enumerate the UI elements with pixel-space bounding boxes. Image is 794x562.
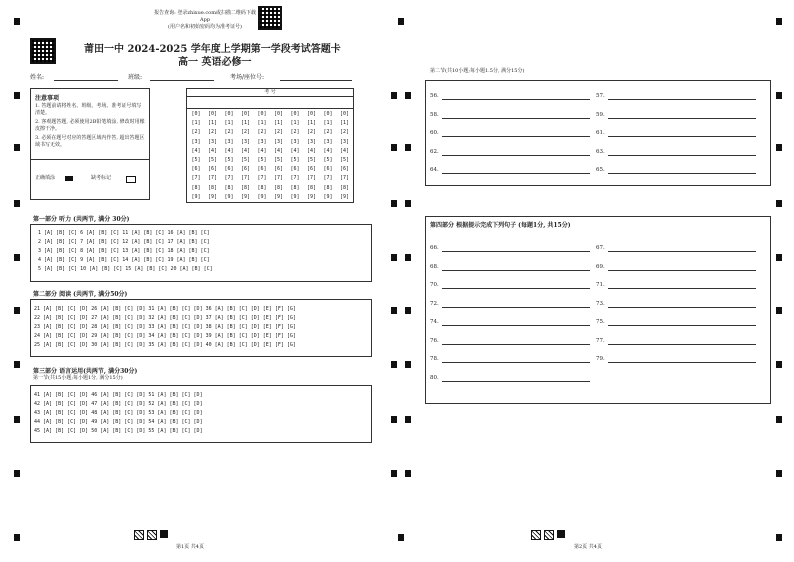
exam-id-digit-bubble[interactable]: [7] [207, 175, 218, 182]
question-number: 72. [430, 300, 439, 307]
exam-id-digit-bubble[interactable]: [3] [273, 138, 284, 145]
exam-id-digit-bubble[interactable]: [1] [224, 120, 234, 127]
question-number: 69. [596, 263, 605, 270]
answer-row[interactable]: 22 [A] [B] [C] [D] 27 [A] [B] [C] [D] 32 [A] [B] [C] [D] 37 [A] [B] [C] [D] [E] [F] [G] [34, 315, 296, 321]
timing-mark [391, 470, 397, 477]
timing-mark [776, 307, 782, 314]
exam-id-digit-bubble[interactable]: [9] [273, 193, 284, 200]
answer-underline[interactable] [608, 155, 756, 156]
timing-mark [391, 254, 397, 261]
exam-id-column[interactable] [305, 110, 319, 202]
answer-underline[interactable] [608, 362, 756, 363]
exam-id-digit-bubble[interactable]: [0] [339, 111, 350, 117]
exam-id-digit-bubble[interactable]: [3] [323, 138, 333, 145]
exam-id-digit-bubble[interactable]: [6] [207, 166, 218, 173]
notice-item: 3. 必须在题号对应的答题区域内作答, 超出答题区域书写无效。 [35, 135, 145, 148]
exam-id-digit-bubble[interactable]: [3] [290, 138, 300, 145]
exam-id-header: 考 号 [187, 89, 353, 97]
exam-id-digit-bubble[interactable]: [4] [224, 147, 234, 154]
timing-mark [776, 361, 782, 368]
exam-id-digit-bubble[interactable]: [5] [207, 157, 218, 164]
corner-mark [14, 534, 20, 541]
timing-mark [405, 200, 411, 207]
exam-id-digit-bubble[interactable]: [3] [191, 138, 201, 145]
timing-mark [405, 144, 411, 151]
exam-id-digit-bubble[interactable]: [8] [257, 184, 267, 191]
exam-id-digit-bubble[interactable]: [9] [323, 193, 333, 200]
exam-id-digit-bubble[interactable]: [4] [240, 147, 251, 154]
exam-id-digit-bubble[interactable]: [9] [191, 193, 201, 200]
question-number: 75. [596, 319, 605, 325]
page-code-mark [557, 530, 565, 538]
timing-mark [391, 361, 397, 368]
page-code-mark [134, 530, 144, 540]
exam-id-digit-bubble[interactable]: [0] [323, 111, 333, 117]
top-note-line2: (用户名和初始密码均为准考证号) [168, 24, 242, 30]
timing-mark [14, 307, 20, 314]
exam-id-digit-bubble[interactable]: [4] [191, 147, 201, 154]
room-seat-label: 考场/座位号: [230, 74, 265, 81]
answer-underline[interactable] [442, 381, 590, 382]
timing-mark [776, 92, 782, 99]
question-number: 68. [430, 263, 439, 270]
page-subtitle: 高一 英语必修一 [178, 57, 252, 68]
exam-id-digit-bubble[interactable]: [3] [339, 138, 350, 145]
answer-row[interactable]: 4 [A] [B] [C] 9 [A] [B] [C] 14 [A] [B] [C] 19 [A] [B] [C] [38, 257, 210, 263]
notice-item: 2. 客观题答题, 必须使用2B铅笔填涂, 修改时用橡皮擦干净。 [35, 119, 145, 132]
question-number: 70. [430, 282, 439, 288]
exam-id-digit-bubble[interactable]: [6] [306, 166, 317, 173]
page-number: 第2页 共4页 [574, 544, 602, 550]
name-field[interactable] [54, 80, 118, 81]
timing-mark [391, 144, 397, 151]
exam-id-digit-bubble[interactable]: [8] [290, 184, 300, 191]
answer-underline[interactable] [442, 325, 590, 326]
exam-id-digit-bubble[interactable]: [0] [306, 111, 317, 117]
exam-id-digit-bubble[interactable]: [2] [323, 129, 333, 136]
timing-mark [391, 92, 397, 99]
exam-id-digit-bubble[interactable]: [0] [224, 111, 234, 117]
answer-row[interactable]: 21 [A] [B] [C] [D] 26 [A] [B] [C] [D] 31 [A] [B] [C] [D] 36 [A] [B] [C] [D] [E] [F] [G] [34, 306, 296, 312]
question-number: 74. [430, 319, 439, 325]
answer-row[interactable]: 5 [A] [B] [C] 10 [A] [B] [C] 15 [A] [B] [C] 20 [A] [B] [C] [38, 266, 213, 272]
exam-id-digit-bubble[interactable]: [8] [323, 184, 333, 191]
exam-id-digit-bubble[interactable]: [2] [240, 129, 251, 136]
exam-id-digit-bubble[interactable]: [1] [191, 120, 201, 127]
notice-title: 注意事项 [35, 95, 60, 102]
question-number: 65. [596, 167, 605, 173]
exam-id-digit-bubble[interactable]: [0] [191, 111, 201, 117]
timing-mark [776, 470, 782, 477]
timing-mark [14, 254, 20, 261]
answer-row[interactable]: 41 [A] [B] [C] [D] 46 [A] [B] [C] [D] 51 [A] [B] [C] [D] [34, 392, 203, 398]
exam-id-digit-bubble[interactable]: [2] [224, 129, 234, 136]
section2-title: 第二节(共10小题;每小题1.5分, 满分15分) [430, 68, 525, 74]
exam-id-digit-bubble[interactable]: [5] [224, 157, 234, 164]
top-note [150, 10, 260, 31]
answer-underline[interactable] [442, 155, 590, 156]
timing-mark [14, 470, 20, 477]
page-code-mark [160, 530, 168, 538]
exam-id-digit-bubble[interactable]: [2] [273, 129, 284, 136]
answer-underline[interactable] [608, 344, 756, 345]
timing-mark [14, 200, 20, 207]
notice-item: 1. 答题前请将姓名、班级、考场、准考证号填写清楚。 [35, 103, 142, 116]
answer-underline[interactable] [608, 325, 756, 326]
answer-underline[interactable] [442, 362, 590, 363]
question-number: 63. [596, 148, 605, 155]
exam-id-digit-bubble[interactable]: [0] [273, 111, 284, 117]
exam-id-digit-bubble[interactable]: [6] [290, 166, 300, 173]
exam-id-digit-bubble[interactable]: [0] [290, 111, 300, 117]
answer-underline[interactable] [442, 136, 590, 137]
timing-mark [405, 92, 411, 99]
question-number: 66. [430, 245, 439, 251]
timing-mark [776, 254, 782, 261]
corner-mark [776, 18, 782, 25]
exam-id-digit-bubble[interactable]: [4] [207, 147, 218, 154]
question-number: 80. [430, 374, 439, 381]
answer-underline[interactable] [608, 136, 756, 137]
answer-underline[interactable] [608, 307, 756, 308]
correct-fill-sample [65, 176, 73, 181]
exam-id-digit-bubble[interactable]: [3] [224, 138, 234, 145]
exam-id-digit-bubble[interactable]: [3] [207, 138, 218, 145]
answer-underline[interactable] [608, 173, 756, 174]
corner-mark [776, 534, 782, 541]
page-code-mark [147, 530, 157, 540]
exam-id-digit-bubble[interactable]: [8] [306, 184, 317, 191]
exam-id-digit-bubble[interactable]: [4] [339, 147, 350, 154]
answer-underline[interactable] [442, 118, 590, 119]
divider [31, 159, 149, 160]
exam-id-digit-bubble[interactable]: [5] [273, 157, 284, 164]
exam-id-digit-bubble[interactable]: [7] [224, 175, 234, 182]
exam-id-digit-bubble[interactable]: [2] [339, 129, 350, 136]
exam-id-digit-bubble[interactable]: [5] [323, 157, 333, 164]
timing-mark [776, 416, 782, 423]
exam-id-digit-bubble[interactable]: [5] [191, 157, 201, 164]
answer-row[interactable]: 43 [A] [B] [C] [D] 48 [A] [B] [C] [D] 53 [A] [B] [C] [D] [34, 410, 203, 416]
exam-id-digit-bubble[interactable]: [7] [290, 175, 300, 182]
exam-id-digit-bubble[interactable]: [7] [323, 175, 333, 182]
question-number: 56. [430, 93, 439, 99]
answer-row[interactable]: 24 [A] [B] [C] [D] 29 [A] [B] [C] [D] 34 [A] [B] [C] [D] 39 [A] [B] [C] [D] [E] [F] [G] [34, 333, 296, 339]
top-note-line1: 报告查询: 登录zhixue.com或扫描二维码下载App [154, 10, 256, 23]
exam-id-column[interactable] [288, 110, 302, 202]
exam-id-digit-bubble[interactable]: [1] [339, 120, 350, 127]
exam-id-digit-bubble[interactable]: [6] [339, 166, 350, 173]
missing-mark-checkbox[interactable] [126, 176, 136, 183]
answer-row[interactable]: 45 [A] [B] [C] [D] 50 [A] [B] [C] [D] 55 [A] [B] [C] [D] [34, 428, 203, 434]
corner-mark [398, 534, 404, 541]
exam-id-digit-bubble[interactable]: [7] [191, 175, 201, 182]
exam-id-digit-bubble[interactable]: [1] [323, 120, 333, 127]
question-number: 67. [596, 245, 605, 251]
exam-id-digit-bubble[interactable]: [9] [306, 193, 317, 200]
answer-underline[interactable] [608, 270, 756, 271]
exam-id-digit-bubble[interactable]: [0] [240, 111, 251, 117]
timing-mark [776, 144, 782, 151]
class-label: 班级: [128, 74, 143, 81]
timing-mark [14, 144, 20, 151]
exam-id-digit-bubble[interactable]: [9] [290, 193, 300, 200]
exam-id-digit-bubble[interactable]: [4] [273, 147, 284, 154]
exam-id-digit-bubble[interactable]: [1] [273, 120, 284, 127]
exam-id-digit-bubble[interactable]: [8] [273, 184, 284, 191]
question-number: 79. [596, 356, 605, 362]
exam-id-input-row[interactable] [187, 97, 353, 109]
answer-row[interactable]: 44 [A] [B] [C] [D] 49 [A] [B] [C] [D] 54 [A] [B] [C] [D] [34, 419, 203, 425]
part2-title: 第二部分 阅读 (共两节, 满分50分) [33, 291, 128, 298]
exam-id-digit-bubble[interactable]: [7] [273, 175, 284, 182]
question-number: 71. [596, 282, 605, 288]
timing-mark [14, 361, 20, 368]
exam-id-digit-bubble[interactable]: [7] [257, 175, 267, 182]
exam-id-digit-bubble[interactable]: [2] [306, 129, 317, 136]
exam-id-digit-bubble[interactable]: [3] [257, 138, 267, 145]
exam-id-digit-bubble[interactable]: [5] [339, 157, 350, 164]
exam-id-digit-bubble[interactable]: [5] [257, 157, 267, 164]
exam-id-digit-bubble[interactable]: [1] [257, 120, 267, 127]
answer-underline[interactable] [442, 99, 590, 100]
timing-mark [405, 470, 411, 477]
exam-id-digit-bubble[interactable]: [8] [339, 184, 350, 191]
exam-id-digit-bubble[interactable]: [7] [306, 175, 317, 182]
part3-title: 第三部分 语言运用(共两节, 满分30分) [33, 368, 138, 375]
exam-id-digit-bubble[interactable]: [4] [323, 147, 333, 154]
exam-id-digit-bubble[interactable]: [9] [224, 193, 234, 200]
question-number: 76. [430, 337, 439, 344]
answer-underline[interactable] [608, 288, 756, 289]
exam-id-digit-bubble[interactable]: [6] [273, 166, 284, 173]
exam-id-digit-bubble[interactable]: [2] [191, 129, 201, 136]
exam-id-digit-bubble[interactable]: [1] [290, 120, 300, 127]
timing-mark [405, 416, 411, 423]
exam-id-digit-bubble[interactable]: [4] [306, 147, 317, 154]
answer-underline[interactable] [442, 307, 590, 308]
answer-underline[interactable] [442, 344, 590, 345]
exam-id-digit-bubble[interactable]: [6] [191, 166, 201, 173]
exam-id-digit-bubble[interactable]: [6] [224, 166, 234, 173]
missing-mark-label: 缺考标记 [91, 175, 112, 181]
exam-id-column[interactable] [272, 110, 286, 202]
corner-mark [14, 18, 20, 25]
exam-id-digit-bubble[interactable]: [8] [207, 184, 218, 191]
app-qr-code [258, 6, 282, 30]
answer-row[interactable]: 2 [A] [B] [C] 7 [A] [B] [C] 12 [A] [B] [C] 17 [A] [B] [C] [38, 239, 210, 245]
page-title: 莆田一中 2024-2025 学年度上学期第一学段考试答题卡 [84, 44, 341, 55]
answer-row[interactable]: 3 [A] [B] [C] 8 [A] [B] [C] 13 [A] [B] [C] 18 [A] [B] [C] [38, 248, 210, 254]
part4-title: 第四部分 根据提示完成下列句子 (每题1分, 共15分) [430, 222, 571, 229]
timing-mark [391, 307, 397, 314]
exam-id-column[interactable] [321, 110, 335, 202]
question-number: 57. [596, 93, 605, 99]
exam-id-column[interactable] [239, 110, 253, 202]
exam-id-column[interactable] [338, 110, 352, 202]
answer-underline[interactable] [442, 173, 590, 174]
exam-id-digit-bubble[interactable]: [8] [240, 184, 251, 191]
question-number: 60. [430, 130, 439, 136]
exam-id-digit-bubble[interactable]: [0] [257, 111, 267, 117]
answer-row[interactable]: 42 [A] [B] [C] [D] 47 [A] [B] [C] [D] 52 [A] [B] [C] [D] [34, 401, 203, 407]
question-number: 59. [596, 111, 605, 118]
exam-id-digit-bubble[interactable]: [6] [240, 166, 251, 173]
exam-id-digit-bubble[interactable]: [3] [306, 138, 317, 145]
question-number: 58. [430, 111, 439, 118]
question-number: 61. [596, 130, 605, 136]
part1-title: 第一部分 听力 (共两节, 满分 30分) [33, 216, 130, 223]
sheet-qr-code [30, 38, 56, 64]
exam-id-digit-bubble[interactable]: [4] [290, 147, 300, 154]
notice-box [30, 88, 150, 200]
exam-id-digit-bubble[interactable]: [4] [257, 147, 267, 154]
part3-subtitle: 第一节(共15小题;每小题1分, 满分15分) [33, 375, 123, 381]
answer-row[interactable]: 25 [A] [B] [C] [D] 30 [A] [B] [C] [D] 35 [A] [B] [C] [D] 40 [A] [B] [C] [D] [E] [F] [G] [34, 342, 296, 348]
timing-mark [14, 92, 20, 99]
exam-id-column[interactable] [189, 110, 203, 202]
answer-row[interactable]: 1 [A] [B] [C] 6 [A] [B] [C] 11 [A] [B] [C] 16 [A] [B] [C] [38, 230, 210, 236]
name-label: 姓名: [30, 74, 45, 81]
exam-id-digit-bubble[interactable]: [1] [240, 120, 251, 127]
page-code-mark [544, 530, 554, 540]
timing-mark [405, 307, 411, 314]
answer-underline[interactable] [608, 99, 756, 100]
question-number: 77. [596, 337, 605, 344]
page-number: 第1页 共4页 [176, 544, 204, 550]
answer-underline[interactable] [608, 118, 756, 119]
exam-id-digit-bubble[interactable]: [3] [240, 138, 251, 145]
exam-id-digit-bubble[interactable]: [9] [257, 193, 267, 200]
question-number: 62. [430, 148, 439, 155]
exam-id-digit-bubble[interactable]: [9] [240, 193, 251, 200]
class-field[interactable] [150, 80, 214, 81]
exam-id-digit-bubble[interactable]: [2] [207, 129, 218, 136]
exam-id-digit-bubble[interactable]: [2] [257, 129, 267, 136]
timing-mark [405, 254, 411, 261]
exam-id-digit-bubble[interactable]: [1] [306, 120, 317, 127]
exam-id-digit-bubble[interactable]: [7] [339, 175, 350, 182]
exam-id-digit-bubble[interactable]: [8] [224, 184, 234, 191]
timing-mark [14, 416, 20, 423]
answer-underline[interactable] [442, 251, 590, 252]
timing-mark [391, 200, 397, 207]
exam-id-digit-bubble[interactable]: [2] [290, 129, 300, 136]
exam-id-column[interactable] [255, 110, 269, 202]
exam-id-digit-bubble[interactable]: [1] [207, 120, 218, 127]
room-seat-field[interactable] [280, 80, 352, 81]
exam-id-digit-bubble[interactable]: [6] [257, 166, 267, 173]
exam-id-digit-bubble[interactable]: [7] [240, 175, 251, 182]
exam-id-column[interactable] [206, 110, 220, 202]
answer-underline[interactable] [442, 270, 590, 271]
exam-id-digit-bubble[interactable]: [0] [207, 111, 218, 117]
timing-mark [391, 416, 397, 423]
timing-mark [405, 361, 411, 368]
exam-id-digit-bubble[interactable]: [5] [290, 157, 300, 164]
exam-id-digit-bubble[interactable]: [5] [306, 157, 317, 164]
exam-id-digit-bubble[interactable]: [5] [240, 157, 251, 164]
question-number: 64. [430, 167, 439, 173]
page-code-mark [531, 530, 541, 540]
exam-id-digit-bubble[interactable]: [6] [323, 166, 333, 173]
answer-row[interactable]: 23 [A] [B] [C] [D] 28 [A] [B] [C] [D] 33 [A] [B] [C] [D] 38 [A] [B] [C] [D] [E] [F] [G] [34, 324, 296, 330]
exam-id-digit-bubble[interactable]: [8] [191, 184, 201, 191]
question-number: 73. [596, 300, 605, 307]
answer-underline[interactable] [442, 288, 590, 289]
answer-underline[interactable] [608, 251, 756, 252]
correct-fill-label: 正确填涂 [35, 175, 56, 181]
timing-mark [776, 200, 782, 207]
corner-mark [398, 18, 404, 25]
question-number: 78. [430, 356, 439, 362]
exam-id-column[interactable] [222, 110, 236, 202]
exam-id-digit-bubble[interactable]: [9] [339, 193, 350, 200]
exam-id-digit-bubble[interactable]: [9] [207, 193, 218, 200]
